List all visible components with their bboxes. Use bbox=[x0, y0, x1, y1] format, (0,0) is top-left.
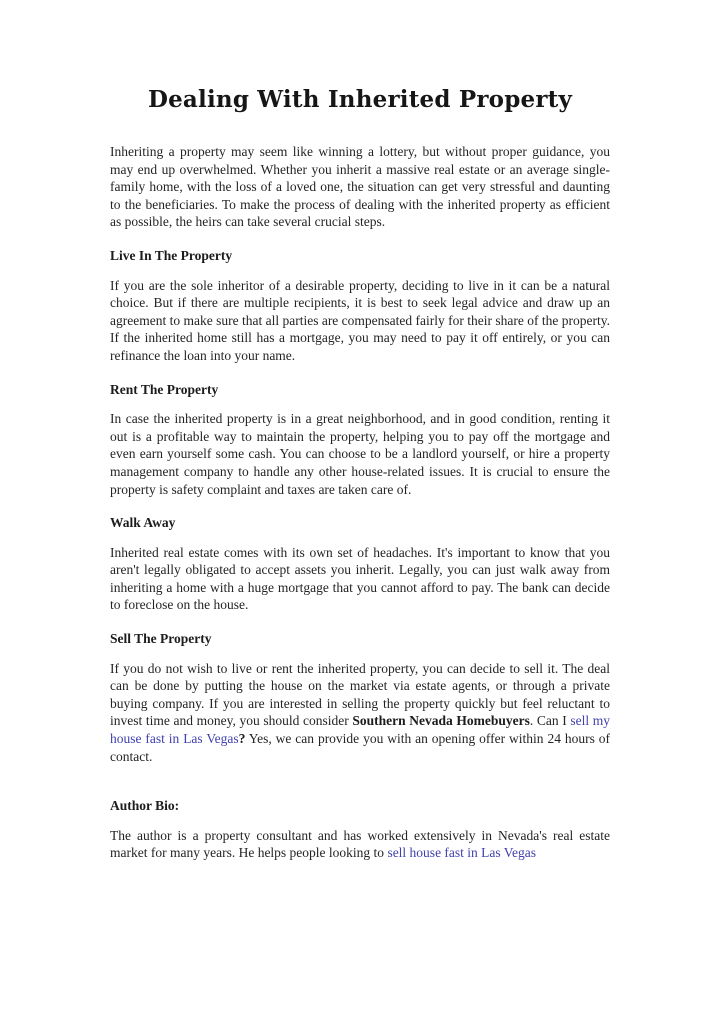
sell-house-fast-link[interactable]: sell house fast in Las Vegas bbox=[387, 845, 537, 861]
company-name-bold: Southern Nevada Homebuyers bbox=[352, 713, 530, 729]
section-paragraph-walk-away: Inherited real estate comes with its own set of headaches. It's important to know that you aren't legally obligated to accept assets you inherit. Legally, you can just walk away from inheriting a home with a huge mortgage that you cannot afford to pay. The bank can decide to foreclose on the house. bbox=[110, 544, 610, 613]
sell-paragraph-text-1: If you do not wish to live or rent the inherited property, you can decide to sell it. The deal can be done by putting the house on the market via estate agents, or through a private buying company. If you are interested in selling the property quickly but feel reluctant to invest time and money, you should consider bbox=[110, 660, 610, 729]
sell-paragraph-text-3: Yes, we can provide you with an opening offer within 24 hours of contact. bbox=[110, 731, 611, 764]
section-paragraph-sell-the-property bbox=[110, 660, 610, 766]
section-heading-sell-the-property: Sell The Property bbox=[110, 631, 212, 647]
intro-paragraph: Inheriting a property may seem like winning a lottery, but without proper guidance, you may end up overwhelmed. Whether you inherit a massive real estate or an average single-family home, with the loss of a loved one, the situation can get very stressful and daunting to the beneficiaries. To make the process of dealing with the inherited property as efficient as possible, the heirs can take several crucial steps. bbox=[110, 144, 610, 230]
section-paragraph-live-in-the-property: If you are the sole inheritor of a desirable property, deciding to live in it can be a natural choice. But if there are multiple recipients, it is best to seek legal advice and draw up an agreement to make sure that all parties are compensated fairly for their share of the property. If the inherited home still has a mortgage, you may need to pay it off entirely, or you can refinance the loan into your name. bbox=[110, 277, 610, 363]
document-content bbox=[110, 0, 610, 862]
author-bio-paragraph bbox=[110, 827, 610, 862]
section-paragraph-rent-the-property: In case the inherited property is in a great neighborhood, and in good condition, renting it out is a profitable way to maintain the property, helping you to pay off the mortgage and even earn yourself some cash. You can choose to be a landlord yourself, or hire a property management company to handle any other house-related issues. It is crucial to ensure the property is safety complaint and taxes are taken care of. bbox=[110, 411, 610, 497]
author-bio-text: The author is a property consultant and has worked extensively in Nevada's real estate market for many years. He helps people looking to bbox=[110, 827, 610, 861]
section-heading-walk-away: Walk Away bbox=[110, 515, 176, 531]
sell-paragraph-text-2: . Can I bbox=[529, 713, 571, 729]
section-heading-live-in-the-property: Live In The Property bbox=[110, 247, 233, 263]
sell-my-house-fast-link[interactable]: sell my house fast in Las Vegas bbox=[110, 713, 610, 747]
document-title: Dealing With Inherited Property bbox=[147, 86, 573, 113]
bold-question-mark: ? bbox=[238, 731, 246, 747]
section-heading-rent-the-property: Rent The Property bbox=[110, 381, 219, 397]
author-bio-heading: Author Bio: bbox=[110, 798, 180, 814]
